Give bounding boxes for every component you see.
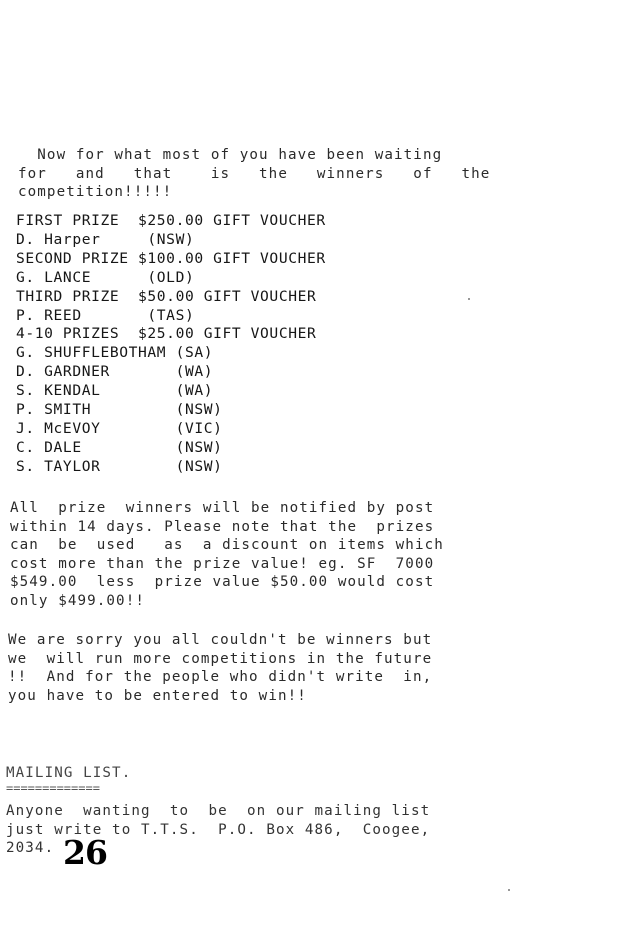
notice-line: $549.00 less prize value $50.00 would cost	[10, 574, 435, 591]
winner-entry: G. SHUFFLEBOTHAM (SA)	[16, 344, 214, 362]
sorry-line: We are sorry you all couldn't be winners but	[8, 632, 433, 648]
mailing-list-heading: MAILING LIST.	[6, 765, 132, 781]
apology-paragraph	[8, 631, 432, 705]
winners-list	[16, 212, 326, 477]
winner-entry: C. DALE (NSW)	[16, 438, 223, 456]
sorry-line: you have to be entered to win!!	[8, 687, 307, 704]
sorry-line: we will run more competitions in the future	[8, 650, 433, 667]
winner-entry: P. REED (TAS)	[16, 306, 195, 324]
sorry-line: !! And for the people who didn't write in,	[8, 669, 433, 686]
notice-line: can be used as a discount on items which	[10, 537, 444, 554]
print-speck	[468, 298, 470, 300]
notice-line: within 14 days. Please note that the prizes	[10, 518, 435, 535]
mailing-line: 2034.	[6, 840, 55, 857]
notice-line: only $499.00!!	[10, 592, 145, 609]
winner-entry: D. Harper (NSW)	[16, 230, 195, 248]
prize-heading-second: SECOND PRIZE $100.00 GIFT VOUCHER	[16, 249, 326, 267]
prize-heading-first: FIRST PRIZE $250.00 GIFT VOUCHER	[16, 212, 326, 229]
print-speck	[508, 889, 510, 891]
winner-entry: G. LANCE (OLD)	[16, 268, 195, 286]
notification-paragraph	[10, 499, 444, 611]
page-number: 26	[63, 833, 107, 872]
intro-line: Now for what most of you have been waiting	[18, 147, 443, 163]
mailing-line: Anyone wanting to be on our mailing list	[6, 803, 431, 819]
winner-entry: S. KENDAL (WA)	[16, 382, 214, 400]
intro-paragraph	[18, 146, 490, 202]
prize-heading-third: THIRD PRIZE $50.00 GIFT VOUCHER	[16, 287, 317, 305]
mailing-line: just write to T.T.S. P.O. Box 486, Coogee,	[6, 821, 431, 838]
winner-entry: D. GARDNER (WA)	[16, 363, 214, 381]
notice-line: cost more than the prize value! eg. SF 7000	[10, 555, 435, 572]
intro-line: competition!!!!!	[18, 184, 173, 201]
intro-line: for and that is the winners of the	[18, 165, 491, 182]
prize-heading-4-10: 4-10 PRIZES $25.00 GIFT VOUCHER	[16, 325, 317, 343]
notice-line: All prize winners will be notified by post	[10, 500, 435, 516]
winner-entry: P. SMITH (NSW)	[16, 401, 223, 419]
winner-entry: S. TAYLOR (NSW)	[16, 457, 223, 475]
winner-entry: J. McEVOY (VIC)	[16, 419, 223, 437]
mailing-list-underline: =============	[6, 781, 100, 795]
